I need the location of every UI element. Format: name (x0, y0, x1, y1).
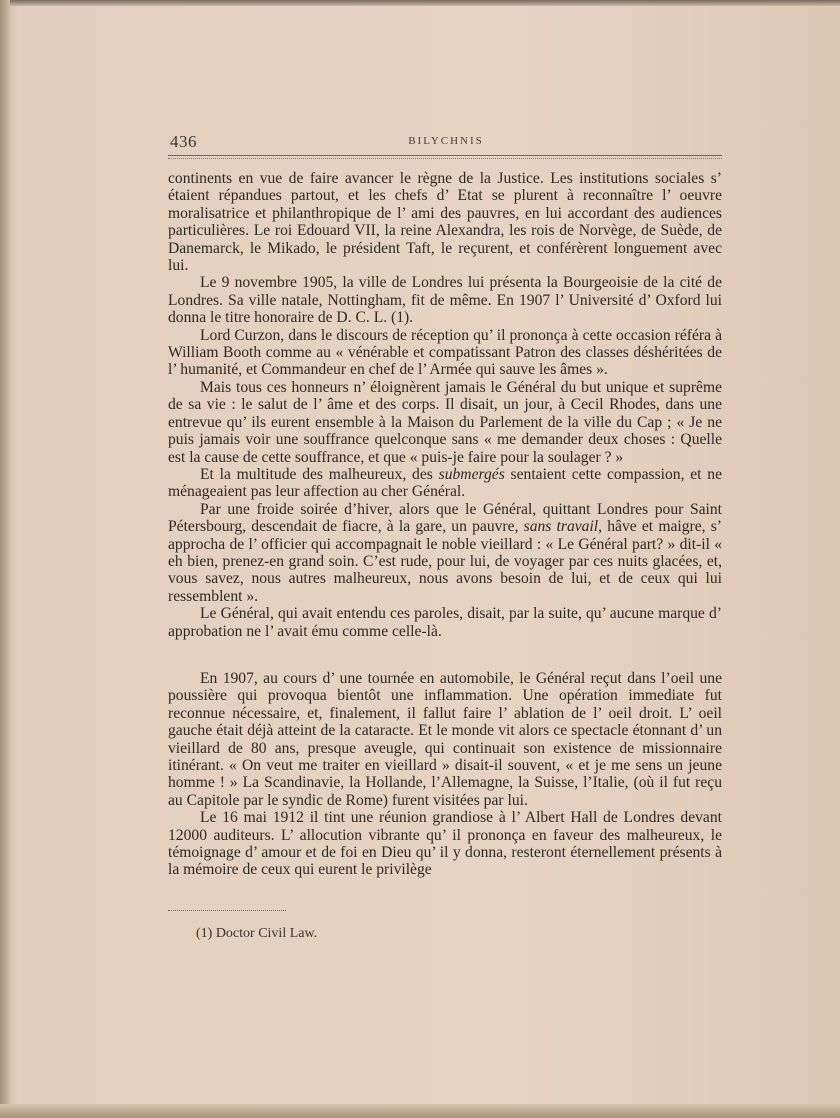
page-number: 436 (170, 132, 197, 151)
paragraph: Mais tous ces honneurs n’ éloignèrent jamais le Général du but unique et suprême de sa vie : le salut de l’ âme et des corps. Il disait, un jour, à Cecil Rhodes, dans une entrevue qu’ ils eurent ensemble à la Maison du Parlement de la ville du Cap ; « Je ne puis jamais voir une souffrance quelconque sans « me demander deux choses : Quelle est la cause de cette souffrance, et que « puis-je faire pour la soulager ? » (168, 378, 722, 466)
paragraph-text: Par une froide soirée d’hiver, alors que le Général, quittant Londres pour Saint Pétersbourg, descendait de fiacre, à la gare, un pauvre, (168, 500, 722, 536)
italic-term: submergés (438, 465, 505, 483)
page-header (170, 132, 722, 152)
paragraph: Le 16 mai 1912 il tint une réunion grandiose à l’ Albert Hall de Londres devant 12000 auditeurs. L’ allocution vibrante qu’ il prononça en faveur des malheureux, le témoignage d’ amour et de foi en Dieu qu’ il y donna, resteront éternellement présents à la mémoire de ceux qui eurent le privilège (168, 809, 722, 879)
paragraph (168, 466, 722, 501)
header-rule-dotted (168, 158, 722, 159)
footnote-rule (168, 910, 286, 911)
page-bottom-edge (0, 1104, 840, 1118)
paragraph-text: sentaient cette compassion, et ne ménageaient pas leur affection au cher Général. (168, 465, 723, 501)
paragraph: Le Général, qui avait entendu ces paroles, disait, par la suite, qu’ aucune marque d’ approbation ne l’ avait ému comme celle-là. (168, 605, 722, 640)
page-top-edge (0, 0, 840, 6)
header-rule (168, 155, 722, 156)
paragraph-text: Et la multitude des malheureux, des (200, 465, 439, 483)
running-title: BILYCHNIS (408, 135, 484, 147)
paragraph (168, 501, 722, 605)
body-text (168, 170, 722, 879)
paragraph: continents en vue de faire avancer le règne de la Justice. Les institutions sociales s’ étaient répandues partout, et les chefs d’ Etat se plurent à reconnaître l’ oeuvre moralisatrice et philanthropique de l’ ami des pauvres, en lui accordant des audiences particulières. Le roi Edouard VII, la reine Alexandra, les rois de Norvège, de Suède, de Danemarck, le Mikado, le président Taft, le reçurent, et conférèrent longuement avec lui. (168, 170, 722, 275)
italic-term: sans travail, (523, 518, 603, 536)
paragraph: Lord Curzon, dans le discours de réception qu’ il prononça à cette occasion référa à William Booth comme au « vénérable et compatissant Patron des classes déshéritées de l’ humanité, et Commandeur en chef de l’ Armée qui sauve les âmes ». (168, 326, 722, 379)
paragraph: En 1907, au cours d’ une tournée en automobile, le Général reçut dans l’oeil une poussière qui provoqua bientôt une inflammation. Une opération immediate fut reconnue nécessaire, et, finalement, il fallut faire l’ ablation de l’ oeil droit. L’ oeil gauche était déjà atteint de la cataracte. Et le monde vit alors ce spectacle étonnant d’ un vieillard de 80 ans, presque aveugle, qui continuait son existence de missionnaire itinérant. « On veut me traiter en vieillard » disait-il souvent, « et je me sens un jeune homme ! » La Scandinavie, la Hollande, l’Allemagne, la Suisse, l’Italie, (où il fut reçu au Capitole par le syndic de Rome) furent visitées par lui. (168, 669, 722, 809)
footnote: (1) Doctor Civil Law. (196, 926, 318, 941)
page-binding-edge (0, 0, 10, 1118)
paragraph-text: hâve et maigre, s’ approcha de l’ officier qui accompagnait le noble vieillard : « Le Général part? » dit-il « eh bien, prenez-en grand soin. C’est rude, pour lui, de voyager par ces nuits glacées, et, vous savez, nous autres malheureux, nous avons besoin de lui, et de ceux qui lui ressemblent ». (168, 518, 722, 605)
paragraph: Le 9 novembre 1905, la ville de Londres lui présenta la Bourgeoisie de la cité de Londres. Sa ville natale, Nottingham, fit de même. En 1907 l’ Université d’ Oxford lui donna le titre honoraire de D. C. L. (1). (168, 274, 722, 327)
